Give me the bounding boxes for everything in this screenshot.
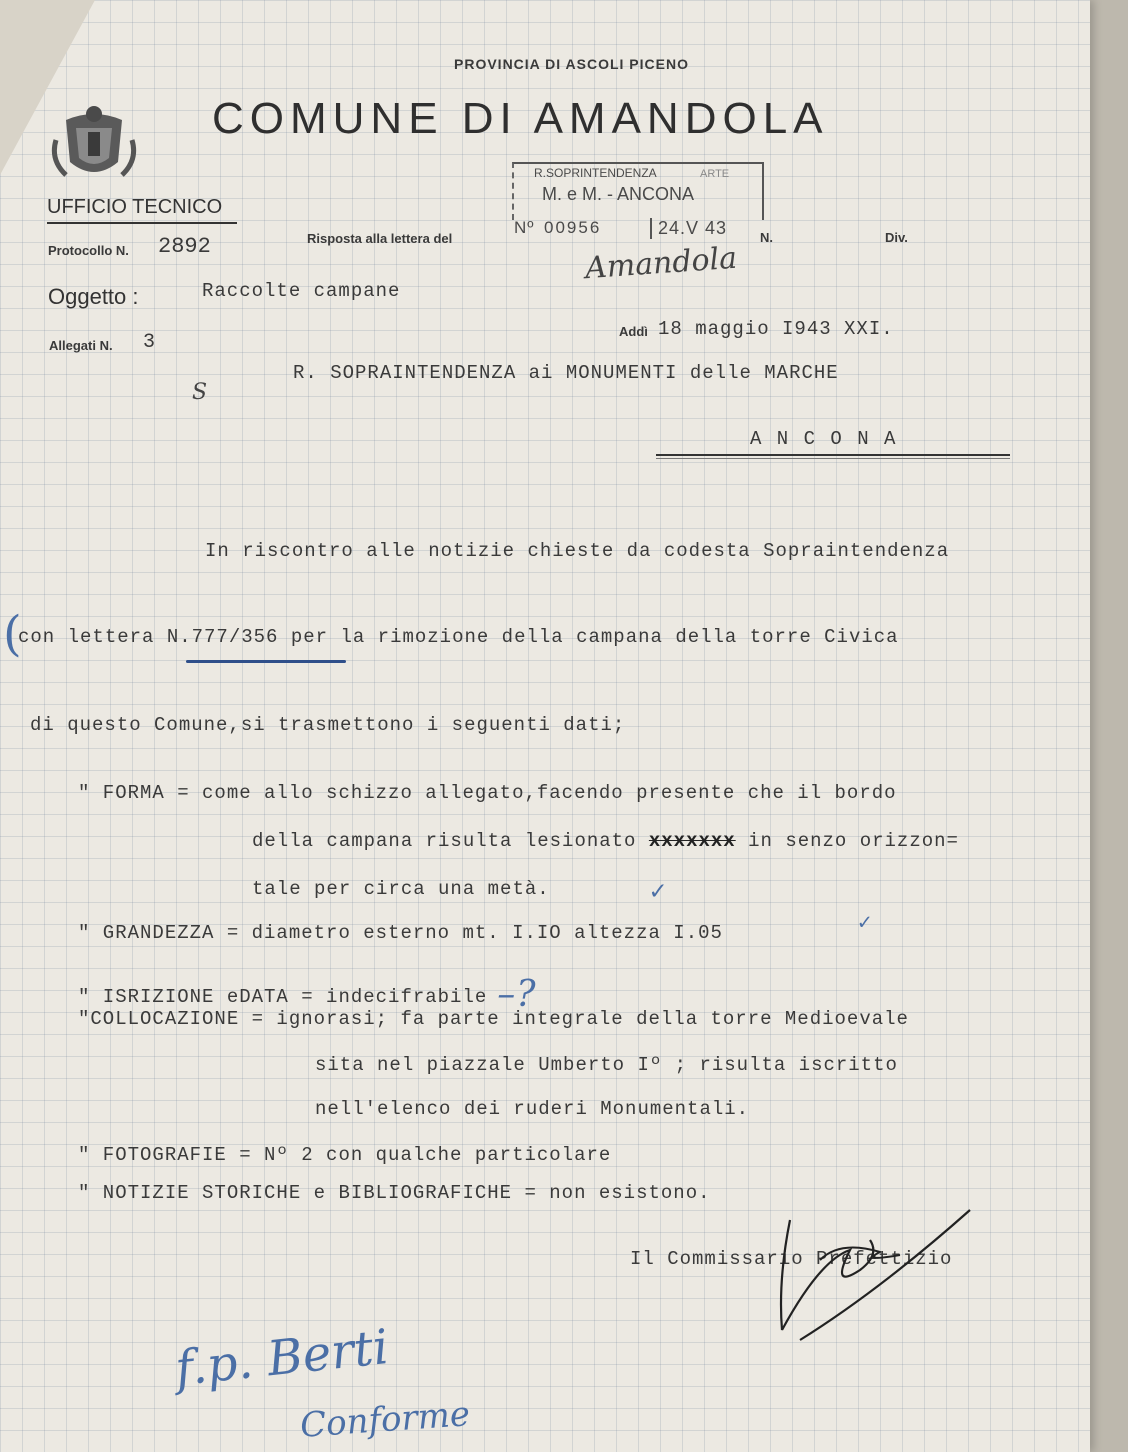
stamp-office: R.SOPRINTENDENZA (534, 166, 657, 180)
item-forma-line-2 (252, 830, 959, 852)
check-mark-icon: ✓ (858, 911, 872, 936)
province-name: PROVINCIA DI ASCOLI PICENO (454, 56, 689, 72)
item-forma-line-3: tale per circa una metà. (252, 878, 550, 900)
date-prefix: Addì (619, 324, 648, 339)
body-intro-line-2 (18, 626, 899, 648)
subject-text: Raccolte campane (202, 280, 401, 302)
handwritten-note-line-2: Conforme (298, 1394, 472, 1446)
protocol-label: Protocollo N. (48, 243, 129, 258)
item-collocazione-line-2: sita nel piazzale Umberto Iº ; risulta iscritto (315, 1054, 898, 1076)
margin-bracket-mark: ( (3, 606, 22, 662)
stamp-office-arte: ARTE (700, 168, 730, 180)
stamp-ministry: M. e M. - ANCONA (542, 184, 695, 204)
item-collocazione-line-1: "COLLOCAZIONE = ignorasi; fa parte integrale della torre Medioevale (78, 1008, 909, 1030)
body-intro-line-3: di questo Comune,si trasmettono i seguenti dati; (30, 714, 626, 736)
received-stamp (512, 162, 762, 254)
stamp-number-prefix: Nº (514, 218, 535, 237)
stamp-date: 24.V 43 (650, 218, 727, 239)
office-name: UFFICIO TECNICO (47, 196, 223, 218)
stamp-signature: Amandola (583, 240, 739, 287)
city-underline (656, 454, 1010, 456)
protocol-number: 2892 (158, 234, 211, 259)
subject-label: Oggetto : (48, 284, 139, 309)
item-notizie: " NOTIZIE STORICHE e BIBLIOGRAFICHE = non esistono. (78, 1182, 711, 1204)
division-label: Div. (885, 230, 908, 245)
municipality-title: COMUNE DI AMANDOLA (212, 94, 829, 143)
struck-text: xxxxxxx (648, 830, 736, 852)
handwritten-note-line-1: f.p. Berti (172, 1318, 392, 1398)
check-mark-icon: ✓ (650, 877, 666, 907)
city-underline-second (656, 458, 1010, 459)
item-collocazione-line-3: nell'elenco dei ruderi Monumentali. (315, 1098, 750, 1120)
handwritten-initial: S (192, 380, 208, 405)
forma-line-2-text: della campana risulta lesionato (252, 830, 637, 852)
signature-title: Il Commissario Prefettizio (630, 1248, 953, 1270)
reference-underline-mark (186, 660, 346, 663)
item-forma-line-1: " FORMA = come allo schizzo allegato,facendo presente che il bordo (78, 782, 897, 804)
question-mark-annotation: –? (497, 974, 537, 1015)
reply-number-label: N. (760, 230, 773, 245)
item-iscrizione (78, 970, 537, 1015)
letter-date: 18 maggio I943 XXI. (658, 318, 894, 340)
stamp-number: 00956 (544, 218, 602, 237)
signature-mark (760, 1200, 980, 1350)
attachments-label: Allegati N. (49, 338, 113, 353)
intro-line-2-start: con lettera (18, 626, 167, 648)
body-intro-line-1: In riscontro alle notizie chieste da codesta Sopraintendenza (205, 540, 950, 562)
office-underline (47, 222, 237, 224)
iscrizione-text: " ISRIZIONE eDATA = indecifrabile (78, 986, 488, 1008)
attachments-count: 3 (143, 331, 156, 354)
coat-of-arms-icon (48, 100, 140, 185)
recipient-name: R. SOPRAINTENDENZA ai MONUMENTI delle MARCHE (293, 362, 839, 384)
item-fotografie: " FOTOGRAFIE = Nº 2 con qualche particolare (78, 1144, 612, 1166)
reply-label: Risposta alla lettera del (307, 231, 453, 246)
forma-line-2-end: in senzo orizzon= (748, 830, 959, 852)
recipient-city: A N C O N A (750, 428, 898, 450)
item-grandezza: " GRANDEZZA = diametro esterno mt. I.IO altezza I.05 (78, 922, 723, 944)
intro-line-2-end: per la rimozione della campana della torre Civica (278, 626, 899, 648)
letter-reference: N.777/356 (166, 626, 279, 648)
